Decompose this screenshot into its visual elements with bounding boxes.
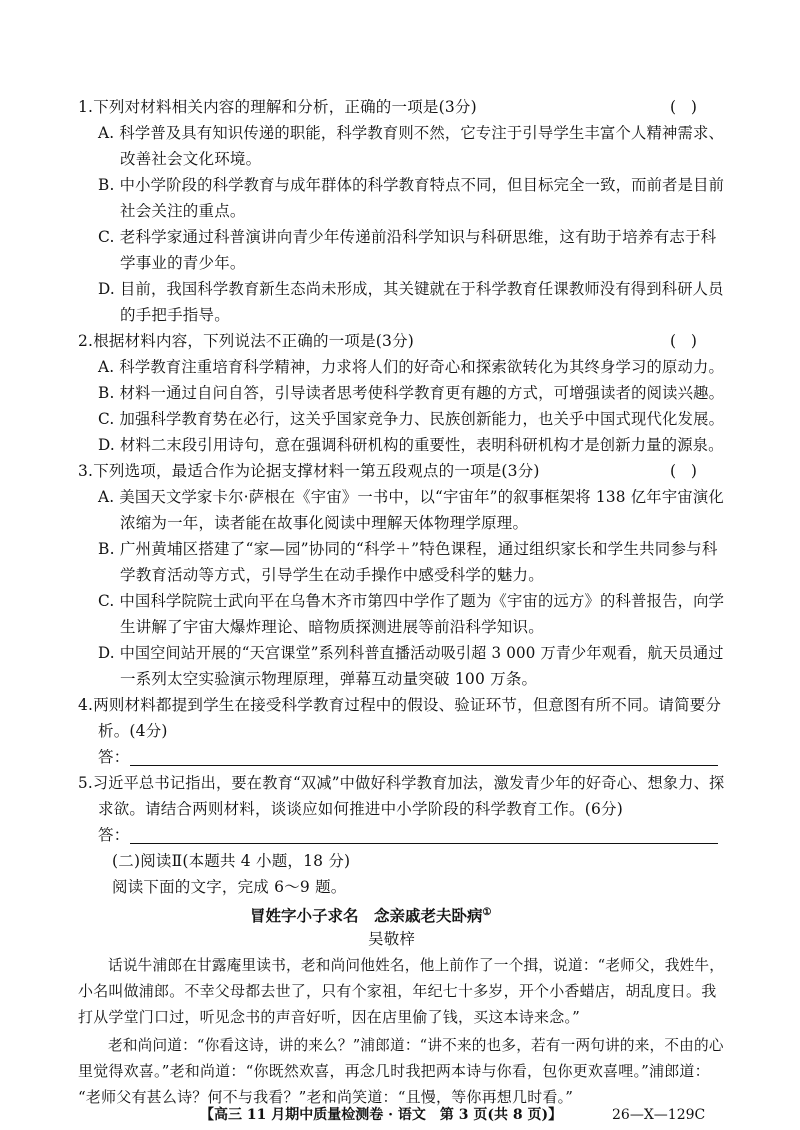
q5-answer-line[interactable] [130, 843, 718, 844]
q2-option-c: C. 加强科学教育势在必行，这关乎国家竞争力、民族创新能力，也关乎中国式现代化发展。 [98, 410, 725, 428]
q2-option-b: B. 材料一通过自问自答，引导读者思考使科学教育更有趣的方式，可增强读者的阅读兴趣。 [98, 384, 725, 402]
q4-answer-line[interactable] [130, 765, 718, 766]
passage-line-3: 打从学堂门口过，听见念书的声音好听，因在店里偷了钱，买这本诗来念。” [78, 1008, 580, 1026]
passage-title [250, 904, 491, 926]
q1-option-a-line1: A. 科学普及具有知识传递的职能，科学教育则不然，它专注于引导学生丰富个人精神需求、 [98, 124, 724, 142]
q5-stem-line1: 5.习近平总书记指出，要在教育“双减”中做好科学教育加法，激发青少年的好奇心、想象力、探 [78, 774, 725, 792]
q3-option-c-line2: 生讲解了宇宙大爆炸理论、暗物质探测进展等前沿科学知识。 [120, 618, 544, 636]
q1-option-c-line2: 学事业的青少年。 [120, 254, 246, 272]
q3-option-b-line2: 学教育活动等方式，引导学生在动手操作中感受科学的魅力。 [120, 566, 544, 584]
q2-option-d: D. 材料二末段引用诗句，意在强调科研机构的重要性，表明科研机构才是创新力量的源泉。 [98, 436, 724, 454]
passage-title-footnote: ① [482, 906, 492, 918]
passage-title-text: 冒姓字小子求名 念亲戚老夫卧病 [250, 906, 483, 925]
q1-option-a-line2: 改善社会文化环境。 [120, 150, 262, 168]
q3-answer-bracket: ( ) [670, 462, 697, 480]
section-heading: (二)阅读Ⅱ(本题共 4 小题，18 分) [112, 852, 351, 870]
q4-stem-line1: 4.两则材料都提到学生在接受科学教育过程中的假设、验证环节，但意图有所不同。请简要分 [78, 696, 722, 714]
q2-option-a: A. 科学教育注重培育科学精神，力求将人们的好奇心和探索欲转化为其终身学习的原动力。 [98, 358, 724, 376]
passage-author: 吴敬梓 [368, 930, 416, 948]
q3-option-d-line1: D. 中国空间站开展的“天宫课堂”系列科普直播活动吸引超 3 000 万青少年观看，航天员通过 [98, 644, 724, 662]
q2-answer-bracket: ( ) [670, 332, 697, 350]
q4-answer-label: 答： [98, 748, 130, 766]
q1-option-d-line2: 的手把手指导。 [120, 306, 230, 324]
section-instruction: 阅读下面的文字，完成 6～9 题。 [112, 878, 347, 896]
q1-stem: 1.下列对材料相关内容的理解和分析，正确的一项是(3分) [78, 98, 477, 116]
q5-stem-line2: 求欲。请结合两则材料，谈谈应如何推进中小学阶段的科学教育工作。(6分) [98, 800, 623, 818]
q1-option-d-line1: D. 目前，我国科学教育新生态尚未形成，其关键就在于科学教育任课教师没有得到科研人员 [98, 280, 724, 298]
q1-answer-bracket: ( ) [670, 98, 697, 116]
q5-answer-label: 答： [98, 826, 130, 844]
passage-line-1: 话说牛浦郎在甘露庵里读书，老和尚问他姓名，他上前作了一个揖，说道：“老师父，我姓牛， [108, 956, 725, 974]
q3-option-d-line2: 一系列太空实验演示物理原理，弹幕互动量突破 100 万条。 [120, 670, 538, 688]
passage-line-4: 老和尚问道：“你看这诗，讲的来么？”浦郎道：“讲不来的也多，若有一两句讲的来，不由的心 [108, 1036, 724, 1054]
q3-option-b-line1: B. 广州黄埔区搭建了“家—园”协同的“科学＋”特色课程，通过组织家长和学生共同参与科 [98, 540, 718, 558]
q3-stem: 3.下列选项，最适合作为论据支撑材料一第五段观点的一项是(3分) [78, 462, 540, 480]
passage-line-2: 小名叫做浦郎。不幸父母都去世了，只有个家祖，年纪七十多岁，开个小香蜡店，胡乱度日。我 [78, 982, 717, 1000]
footer-label: 【高三 11 月期中质量检测卷 · 语文 第 3 页(共 8 页)】 [200, 1107, 563, 1123]
q1-option-b-line1: B. 中小学阶段的科学教育与成年群体的科学教育特点不同，但目标完全一致，而前者是目前 [98, 176, 725, 194]
q1-option-b-line2: 社会关注的重点。 [120, 202, 246, 220]
q3-option-c-line1: C. 中国科学院院士武向平在乌鲁木齐市第四中学作了题为《宇宙的远方》的科普报告，向学 [98, 592, 725, 610]
passage-line-6: “老师父有甚么诗？何不与我看？”老和尚笑道：“且慢，等你再想几时看。” [78, 1088, 574, 1106]
q3-option-a-line2: 浓缩为一年，读者能在故事化阅读中理解天体物理学原理。 [120, 514, 529, 532]
q3-option-a-line1: A. 美国天文学家卡尔·萨根在《宇宙》一书中，以“宇宙年”的叙事框架将 138 亿年宇宙演化 [98, 488, 724, 506]
q2-stem: 2.根据材料内容，下列说法不正确的一项是(3分) [78, 332, 415, 350]
q1-option-c-line1: C. 老科学家通过科普演讲向青少年传递前沿科学知识与科研思维，这有助于培养有志于科 [98, 228, 717, 246]
q4-stem-line2: 析。(4分) [98, 722, 168, 740]
footer-code: 26—X—129C [612, 1107, 706, 1123]
passage-line-5: 里觉得欢喜。”老和尚道：“你既然欢喜，再念几时我把两本诗与你看，包你更欢喜哩。”浦郎道： [78, 1062, 710, 1080]
